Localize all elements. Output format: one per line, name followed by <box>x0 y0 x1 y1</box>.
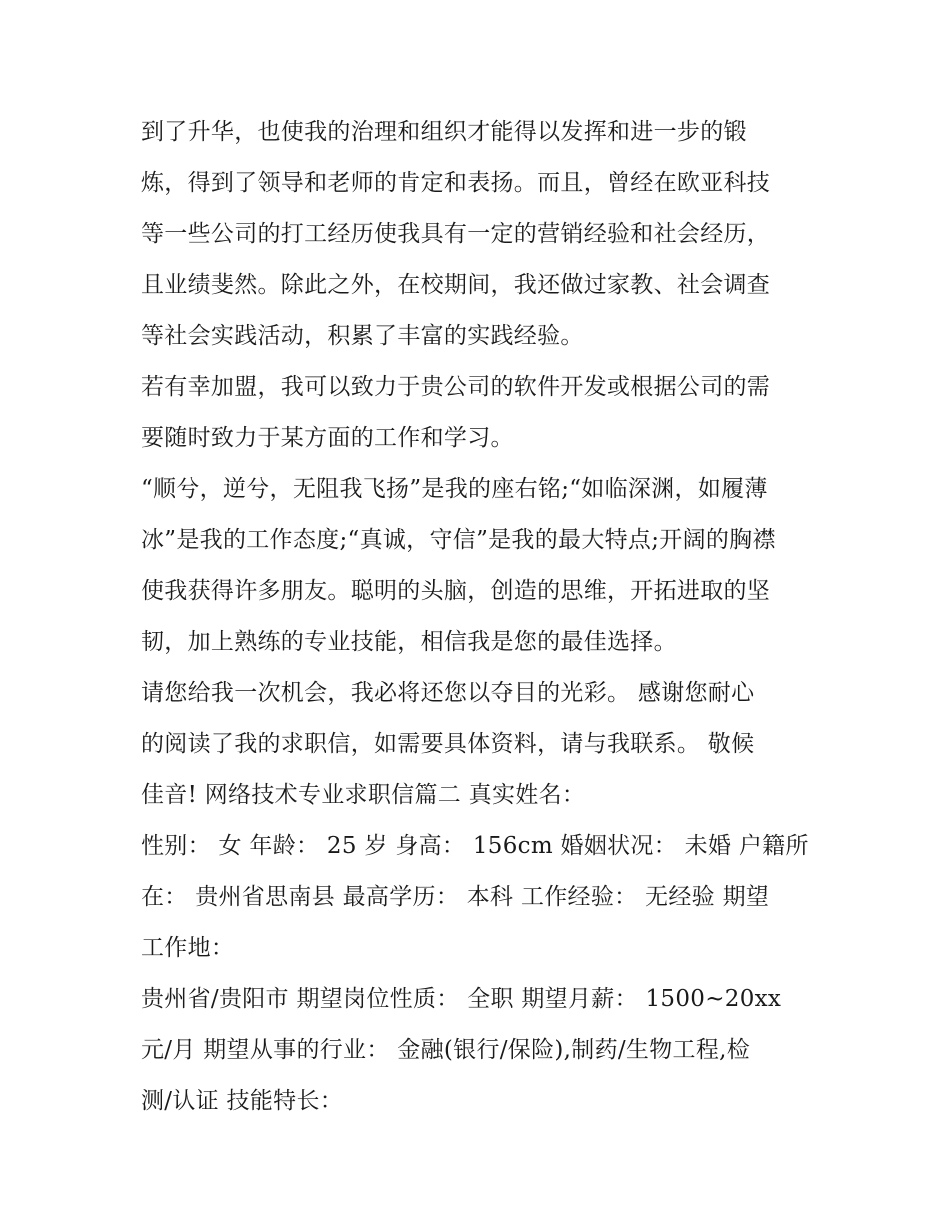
text-line: 请您给我一次机会，我必将还您以夺目的光彩。 感谢您耐心 <box>141 680 755 706</box>
text-line: 等一些公司的打工经历使我具有一定的营销经验和社会经历， <box>141 221 771 247</box>
text-line: 要随时致力于某方面的工作和学习。 <box>141 425 514 451</box>
text-line: 到了升华，也使我的治理和组织才能得以发挥和进一步的锻 <box>141 119 747 145</box>
text-line: 等社会实践活动，积累了丰富的实践经验。 <box>141 323 584 349</box>
text-line: 在： 贵州省思南县 最高学历： 本科 工作经验： 无经验 期望 <box>141 884 770 910</box>
text-line: 的阅读了我的求职信，如需要具体资料，请与我联系。 敬候 <box>141 731 755 757</box>
text-line: 使我获得许多朋友。聪明的头脑，创造的思维，开拓进取的坚 <box>141 578 771 604</box>
text-line: 贵州省/贵阳市 期望岗位性质： 全职 期望月薪： 1500~20xx <box>141 986 782 1012</box>
text-line: 且业绩斐然。除此之外，在校期间，我还做过家教、社会调查 <box>141 272 771 298</box>
text-line: 元/月 期望从事的行业： 金融(银行/保险),制药/生物工程,检 <box>141 1037 751 1063</box>
text-line: 工作地： <box>141 935 235 961</box>
document-body <box>141 107 821 1127</box>
text-line: “顺兮，逆兮，无阻我飞扬”是我的座右铭;“如临深渊，如履薄 <box>141 476 768 502</box>
text-line: 炼，得到了领导和老师的肯定和表扬。而且，曾经在欧亚科技 <box>141 170 771 196</box>
text-line: 佳音! 网络技术专业求职信篇二 真实姓名： <box>141 782 586 808</box>
text-line: 性别： 女 年龄： 25 岁 身高： 156cm 婚姻状况： 未婚 户籍所 <box>141 833 809 859</box>
text-line: 测/认证 技能特长： <box>141 1088 344 1114</box>
text-line: 冰”是我的工作态度;“真诚，守信”是我的最大特点;开阔的胸襟 <box>141 527 776 553</box>
text-line: 韧，加上熟练的专业技能，相信我是您的最佳选择。 <box>141 629 677 655</box>
text-line: 若有幸加盟，我可以致力于贵公司的软件开发或根据公司的需 <box>141 374 771 400</box>
